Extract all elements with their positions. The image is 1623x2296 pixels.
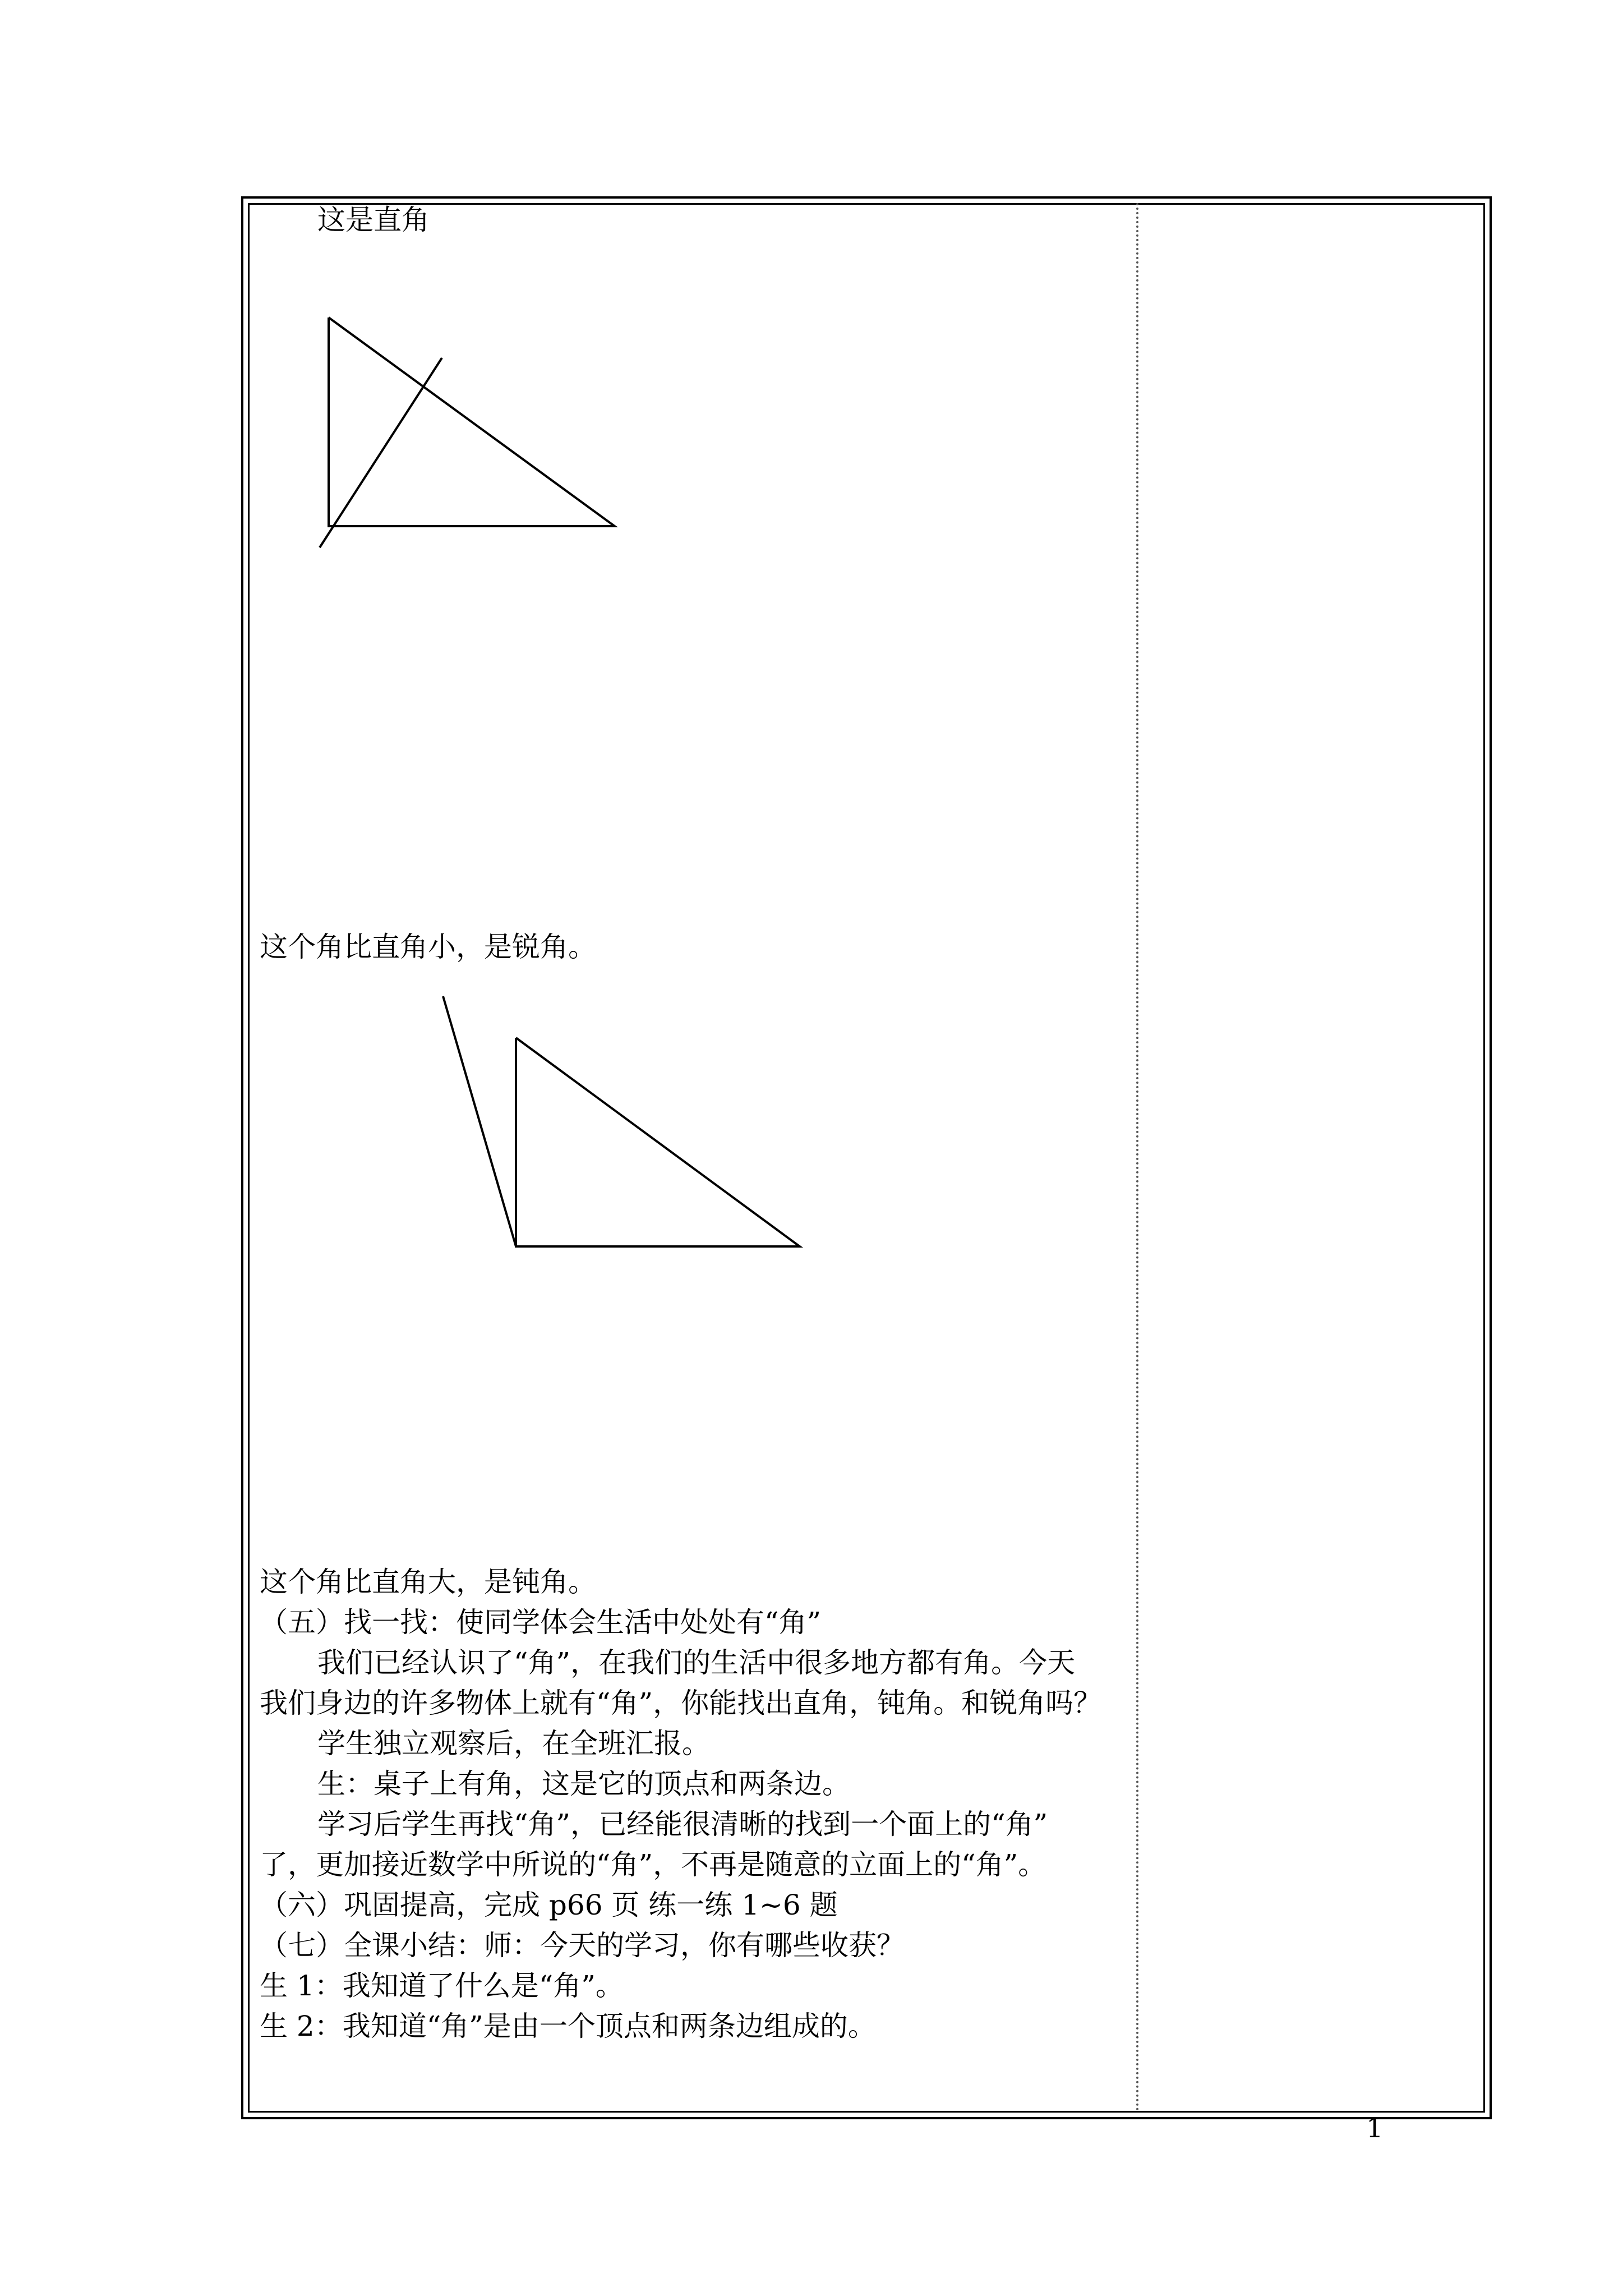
section-five-heading: （五）找一找：使同学体会生活中处处有“角”	[260, 1606, 822, 1639]
triangle-2	[516, 1038, 800, 1246]
caption-acute-angle: 这个角比直角小，是锐角。	[260, 931, 596, 963]
paragraph-line: 生：桌子上有角，这是它的顶点和两条边。	[317, 1768, 850, 1800]
figure-acute-angle-triangle	[443, 996, 800, 1246]
section-six-heading: （六）巩固提高，完成 p66 页 练一练 1~6 题	[260, 1889, 838, 1921]
student-answer-2: 生 2：我知道“角”是由一个顶点和两条边组成的。	[260, 2010, 876, 2042]
page-number: 1	[1366, 2113, 1384, 2144]
paragraph-line: 了，更加接近数学中所说的“角”，不再是随意的立面上的“角”。	[260, 1848, 1046, 1881]
triangle-1	[329, 318, 615, 526]
paragraph-line: 学习后学生再找“角”，已经能很清晰的找到一个面上的“角”	[317, 1808, 1048, 1841]
section-seven-heading: （七）全课小结：师：今天的学习，你有哪些收获？	[260, 1929, 905, 1962]
student-answer-1: 生 1：我知道了什么是“角”。	[260, 1970, 624, 2002]
crossing-line-2	[443, 996, 516, 1246]
paragraph-line: 我们已经认识了“角”，在我们的生活中很多地方都有角。今天	[317, 1646, 1076, 1679]
caption-right-angle: 这是直角	[317, 204, 430, 236]
figure-right-angle-triangle	[320, 318, 615, 547]
paragraph-line: 学生独立观察后，在全班汇报。	[317, 1727, 710, 1760]
paragraph-line: 我们身边的许多物体上就有“角”，你能找出直角，钝角。和锐角吗？	[260, 1687, 1102, 1719]
caption-obtuse-angle: 这个角比直角大，是钝角。	[260, 1566, 596, 1598]
crossing-line-1	[320, 358, 442, 547]
